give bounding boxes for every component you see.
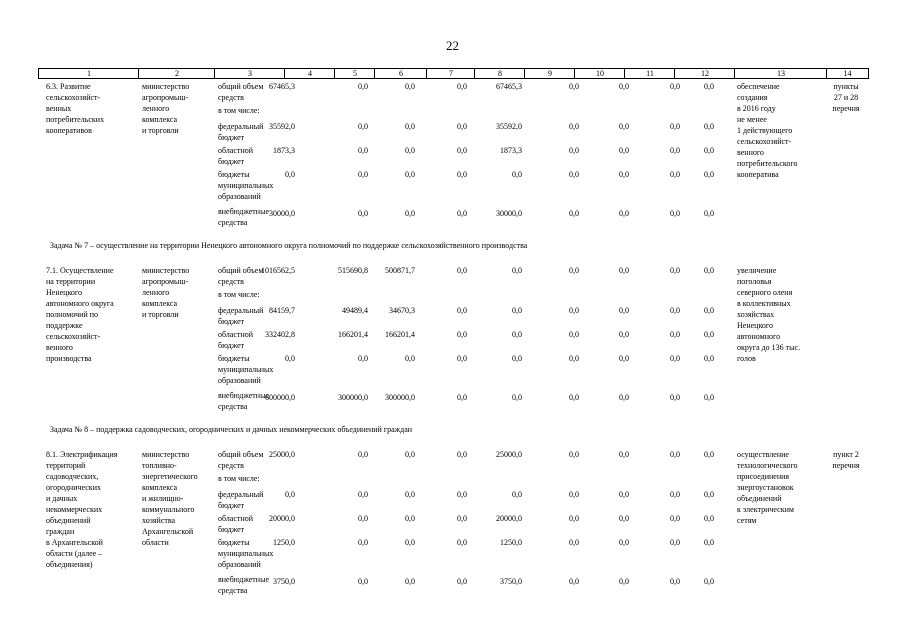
amount-cell: 0,0 — [285, 170, 295, 179]
amount-cell: 0,0 — [619, 450, 629, 459]
measure-name-line: кооперативов — [46, 126, 92, 135]
amount-cell: 0,0 — [704, 450, 714, 459]
expected-result-line: сельскохозяйст- — [737, 137, 792, 146]
amount-cell: 0,0 — [569, 122, 579, 131]
page-number: 22 — [446, 38, 459, 53]
expected-result-line: обеспечение — [737, 82, 780, 91]
amount-cell: 34670,3 — [389, 306, 415, 315]
expected-result-line: поголовья — [737, 277, 772, 286]
executor-line: министерство — [142, 266, 190, 275]
amount-cell: 300000,0 — [338, 393, 368, 402]
amount-cell: 0,0 — [704, 490, 714, 499]
measure-name-line: Ненецкого — [46, 288, 83, 297]
executor-line: области — [142, 538, 169, 547]
expected-result-line: 1 действующего — [737, 126, 793, 135]
funding-source-line: областной — [218, 514, 254, 523]
amount-cell: 1250,0 — [273, 538, 295, 547]
amount-cell: 0,0 — [405, 490, 415, 499]
amount-cell: 0,0 — [670, 122, 680, 131]
expected-result-line: создания — [737, 93, 768, 102]
amount-cell: 0,0 — [704, 354, 714, 363]
executor-line: комплекса — [142, 115, 178, 124]
amount-cell: 0,0 — [405, 514, 415, 523]
executor-line: коммунального — [142, 505, 195, 514]
header-divider — [334, 69, 335, 78]
executor-line: министерство — [142, 82, 190, 91]
measure-name-line: полномочий по — [46, 310, 99, 319]
measure-name — [46, 449, 117, 570]
amount-cell: 0,0 — [405, 354, 415, 363]
measure-name-line: потребительских — [46, 115, 105, 124]
funding-source-line: средства — [218, 218, 248, 227]
amount-cell: 0,0 — [569, 450, 579, 459]
amount-cell: 35592,0 — [269, 122, 295, 131]
measure-name-line: объединений — [46, 516, 91, 525]
amount-cell: 0,0 — [704, 122, 714, 131]
expected-result-line: северного оленя — [737, 288, 793, 297]
amount-cell: 0,0 — [457, 209, 467, 218]
amount-cell: 0,0 — [569, 146, 579, 155]
measure-name-line: в Архангельской — [46, 538, 103, 547]
expected-result-line: осуществление — [737, 450, 789, 459]
executor-line: Архангельской — [142, 527, 194, 536]
amount-cell: 0,0 — [569, 490, 579, 499]
amount-cell: 0,0 — [358, 490, 368, 499]
amount-cell: 0,0 — [457, 146, 467, 155]
funding-source-line: образований — [218, 376, 261, 385]
header-row — [38, 68, 869, 79]
measure-name-line: объединения) — [46, 560, 93, 569]
amount-cell: 0,0 — [457, 490, 467, 499]
funding-source-line: муниципальных — [218, 181, 274, 190]
executor-line: топливно- — [142, 461, 177, 470]
header-col-10: 10 — [596, 69, 604, 78]
funding-source-line: бюджет — [218, 501, 245, 510]
amount-cell: 0,0 — [457, 266, 467, 275]
header-col-12: 12 — [701, 69, 709, 78]
amount-cell: 0,0 — [358, 450, 368, 459]
funding-source — [218, 473, 260, 484]
amount-cell: 0,0 — [457, 514, 467, 523]
amount-cell: 0,0 — [704, 306, 714, 315]
document-table — [38, 68, 868, 628]
executor — [142, 81, 189, 136]
executor-line: агропромыш- — [142, 93, 189, 102]
executor-line: хозяйства — [142, 516, 176, 525]
amount-cell: 0,0 — [619, 266, 629, 275]
amount-cell: 0,0 — [569, 306, 579, 315]
measure-name-line: сельскохозяйст- — [46, 93, 101, 102]
measure-name-line: 7.1. Осуществление — [46, 266, 114, 275]
measure-name-line: автономного округа — [46, 299, 114, 308]
amount-cell: 0,0 — [619, 209, 629, 218]
executor-line: и торговли — [142, 310, 179, 319]
amount-cell: 166201,4 — [385, 330, 415, 339]
funding-source-line: бюджет — [218, 317, 245, 326]
list-items-line: 27 и 28 — [833, 93, 859, 102]
header-divider — [826, 69, 827, 78]
amount-cell: 25000,0 — [496, 450, 522, 459]
expected-result-line: сетям — [737, 516, 757, 525]
funding-source-line: муниципальных — [218, 365, 274, 374]
funding-source-line: в том числе: — [218, 290, 260, 299]
funding-source-line: бюджеты — [218, 538, 250, 547]
amount-cell: 0,0 — [619, 330, 629, 339]
amount-cell: 0,0 — [512, 306, 522, 315]
amount-cell: 0,0 — [704, 514, 714, 523]
funding-source-line: общий объем — [218, 82, 264, 91]
amount-cell: 0,0 — [358, 146, 368, 155]
header-col-14: 14 — [843, 69, 852, 78]
header-divider — [426, 69, 427, 78]
funding-source-line: средства — [218, 586, 248, 595]
amount-cell: 0,0 — [704, 146, 714, 155]
executor — [142, 265, 189, 320]
amount-cell: 0,0 — [405, 209, 415, 218]
measure-name-line: венного — [46, 343, 73, 352]
funding-source-line: муниципальных — [218, 549, 274, 558]
amount-cell: 0,0 — [704, 170, 714, 179]
amount-cell: 0,0 — [405, 577, 415, 586]
amount-cell: 600000,0 — [265, 393, 295, 402]
funding-source-line: бюджет — [218, 525, 245, 534]
amount-cell: 0,0 — [512, 490, 522, 499]
funding-source-line: внебюджетные — [218, 207, 269, 216]
funding-source-line: федеральный — [218, 306, 264, 315]
amount-cell: 0,0 — [358, 82, 368, 91]
amount-cell: 0,0 — [457, 538, 467, 547]
funding-source-line: бюджет — [218, 341, 245, 350]
expected-result-line: Ненецкого — [737, 321, 774, 330]
funding-source-line: образований — [218, 192, 261, 201]
header-col-4: 4 — [308, 69, 312, 78]
header-col-8: 8 — [498, 69, 502, 78]
measure-name — [46, 81, 104, 136]
amount-cell: 0,0 — [457, 82, 467, 91]
funding-source-line: внебюджетные — [218, 575, 269, 584]
expected-result-line: голов — [737, 354, 756, 363]
amount-cell: 0,0 — [457, 122, 467, 131]
header-divider — [138, 69, 139, 78]
measure-name-line: области (далее – — [46, 549, 103, 558]
task-heading: Задача № 7 – осуществление на территории Ненецкого автономного округа полномочий по поддержке сельскохозяйственного производства — [50, 241, 528, 250]
header-divider — [574, 69, 575, 78]
header-divider — [734, 69, 735, 78]
amount-cell: 1016562,5 — [261, 266, 295, 275]
funding-source-line: областной — [218, 330, 254, 339]
expected-result — [737, 449, 798, 526]
measure-name-line: производства — [46, 354, 92, 363]
list-items — [826, 81, 866, 114]
header-divider — [524, 69, 525, 78]
amount-cell: 500871,7 — [385, 266, 415, 275]
measure-name-line: 6.3. Развитие — [46, 82, 91, 91]
executor-line: комплекса — [142, 299, 178, 308]
expected-result-line: энергоустановок — [737, 483, 794, 492]
funding-source-line: бюджеты — [218, 354, 250, 363]
header-col-2: 2 — [175, 69, 179, 78]
amount-cell: 0,0 — [457, 450, 467, 459]
amount-cell: 0,0 — [512, 354, 522, 363]
amount-cell: 49489,4 — [342, 306, 368, 315]
amount-cell: 0,0 — [670, 146, 680, 155]
amount-cell: 0,0 — [358, 209, 368, 218]
amount-cell: 0,0 — [704, 538, 714, 547]
measure-name-line: некоммерческих — [46, 505, 103, 514]
amount-cell: 0,0 — [619, 393, 629, 402]
amount-cell: 0,0 — [569, 209, 579, 218]
amount-cell: 0,0 — [569, 170, 579, 179]
list-items — [826, 449, 866, 471]
funding-source-line: средств — [218, 93, 244, 102]
amount-cell: 0,0 — [670, 170, 680, 179]
amount-cell: 0,0 — [670, 393, 680, 402]
funding-source-line: общий объем — [218, 450, 264, 459]
amount-cell: 0,0 — [285, 490, 295, 499]
amount-cell: 30000,0 — [496, 209, 522, 218]
header-col-11: 11 — [646, 69, 654, 78]
funding-source-line: федеральный — [218, 122, 264, 131]
amount-cell: 0,0 — [405, 146, 415, 155]
amount-cell: 0,0 — [704, 330, 714, 339]
header-divider — [674, 69, 675, 78]
expected-result-line: технологического — [737, 461, 798, 470]
amount-cell: 300000,0 — [385, 393, 415, 402]
funding-source-line: в том числе: — [218, 474, 260, 483]
funding-source-line: бюджеты — [218, 170, 250, 179]
amount-cell: 0,0 — [569, 393, 579, 402]
amount-cell: 0,0 — [457, 170, 467, 179]
amount-cell: 67465,3 — [496, 82, 522, 91]
funding-source-line: средств — [218, 461, 244, 470]
header-divider — [374, 69, 375, 78]
executor-line: ленного — [142, 104, 170, 113]
amount-cell: 0,0 — [512, 266, 522, 275]
amount-cell: 0,0 — [358, 170, 368, 179]
expected-result-line: не менее — [737, 115, 767, 124]
amount-cell: 30000,0 — [269, 209, 295, 218]
amount-cell: 0,0 — [670, 490, 680, 499]
funding-source-line: в том числе: — [218, 106, 260, 115]
executor-line: ленного — [142, 288, 170, 297]
measure-name-line: граждан — [46, 527, 75, 536]
executor-line: и торговли — [142, 126, 179, 135]
amount-cell: 0,0 — [569, 354, 579, 363]
amount-cell: 0,0 — [670, 266, 680, 275]
amount-cell: 0,0 — [704, 266, 714, 275]
amount-cell: 0,0 — [670, 330, 680, 339]
amount-cell: 0,0 — [405, 82, 415, 91]
measure-name-line: 8.1. Электрификация — [46, 450, 118, 459]
amount-cell: 1873,3 — [273, 146, 295, 155]
header-divider — [284, 69, 285, 78]
list-items-line: перечня — [832, 104, 860, 113]
amount-cell: 0,0 — [619, 354, 629, 363]
amount-cell: 20000,0 — [496, 514, 522, 523]
expected-result-line: потребительского — [737, 159, 798, 168]
measure-name-line: садоводческих, — [46, 472, 99, 481]
task-heading: Задача № 8 – поддержка садоводческих, огороднических и дачных некоммерческих объединений граждан — [50, 425, 413, 434]
amount-cell: 25000,0 — [269, 450, 295, 459]
executor-line: министерство — [142, 450, 190, 459]
amount-cell: 1873,3 — [500, 146, 522, 155]
amount-cell: 84159,7 — [269, 306, 295, 315]
amount-cell: 0,0 — [569, 330, 579, 339]
amount-cell: 0,0 — [704, 209, 714, 218]
amount-cell: 0,0 — [512, 393, 522, 402]
executor-line: комплекса — [142, 483, 178, 492]
measure-name-line: огороднических — [46, 483, 101, 492]
amount-cell: 20000,0 — [269, 514, 295, 523]
measure-name — [46, 265, 114, 364]
expected-result-line: объединений — [737, 494, 782, 503]
amount-cell: 0,0 — [704, 82, 714, 91]
funding-source-line: общий объем — [218, 266, 264, 275]
header-col-5: 5 — [353, 69, 357, 78]
expected-result-line: в коллективных — [737, 299, 791, 308]
amount-cell: 0,0 — [457, 393, 467, 402]
measure-name-line: сельскохозяйст- — [46, 332, 101, 341]
measure-name-line: на территории — [46, 277, 96, 286]
amount-cell: 67465,3 — [269, 82, 295, 91]
amount-cell: 35592,0 — [496, 122, 522, 131]
executor-line: и жилищно- — [142, 494, 184, 503]
expected-result-line: присоединения — [737, 472, 790, 481]
executor — [142, 449, 198, 548]
amount-cell: 0,0 — [405, 450, 415, 459]
executor-line: агропромыш- — [142, 277, 189, 286]
amount-cell: 0,0 — [457, 330, 467, 339]
amount-cell: 0,0 — [405, 122, 415, 131]
header-col-9: 9 — [548, 69, 552, 78]
amount-cell: 0,0 — [704, 577, 714, 586]
amount-cell: 0,0 — [619, 82, 629, 91]
amount-cell: 0,0 — [619, 122, 629, 131]
amount-cell: 0,0 — [670, 354, 680, 363]
funding-source-line: бюджет — [218, 157, 245, 166]
expected-result-line: хозяйствах — [737, 310, 775, 319]
expected-result — [737, 265, 800, 364]
amount-cell: 0,0 — [512, 170, 522, 179]
header-col-1: 1 — [87, 69, 91, 78]
measure-name-line: поддержке — [46, 321, 83, 330]
header-divider — [214, 69, 215, 78]
amount-cell: 0,0 — [457, 306, 467, 315]
expected-result-line: венного — [737, 148, 764, 157]
header-col-3: 3 — [248, 69, 252, 78]
amount-cell: 0,0 — [358, 514, 368, 523]
list-items-line: пункт 2 — [833, 450, 859, 459]
amount-cell: 0,0 — [670, 577, 680, 586]
measure-name-line: и дачных — [46, 494, 78, 503]
list-items-line: пункты — [833, 82, 859, 91]
amount-cell: 0,0 — [619, 538, 629, 547]
amount-cell: 0,0 — [619, 490, 629, 499]
header-col-6: 6 — [399, 69, 403, 78]
amount-cell: 0,0 — [457, 354, 467, 363]
amount-cell: 0,0 — [670, 538, 680, 547]
amount-cell: 0,0 — [405, 170, 415, 179]
header-divider — [624, 69, 625, 78]
amount-cell: 3750,0 — [500, 577, 522, 586]
amount-cell: 1250,0 — [500, 538, 522, 547]
amount-cell: 0,0 — [670, 514, 680, 523]
amount-cell: 332402,8 — [265, 330, 295, 339]
funding-source-line: областной — [218, 146, 254, 155]
amount-cell: 0,0 — [358, 577, 368, 586]
expected-result-line: округа до 136 тыс. — [737, 343, 801, 352]
header-col-7: 7 — [449, 69, 453, 78]
list-items-line: перечня — [832, 461, 860, 470]
amount-cell: 0,0 — [670, 450, 680, 459]
amount-cell: 0,0 — [569, 514, 579, 523]
amount-cell: 0,0 — [619, 306, 629, 315]
amount-cell: 0,0 — [619, 146, 629, 155]
expected-result-line: увеличение — [737, 266, 777, 275]
amount-cell: 0,0 — [285, 354, 295, 363]
amount-cell: 0,0 — [670, 306, 680, 315]
executor-line: энергетического — [142, 472, 198, 481]
header-divider — [474, 69, 475, 78]
amount-cell: 3750,0 — [273, 577, 295, 586]
amount-cell: 0,0 — [569, 577, 579, 586]
expected-result — [737, 81, 797, 180]
amount-cell: 0,0 — [670, 209, 680, 218]
funding-source — [218, 105, 260, 116]
amount-cell: 0,0 — [619, 514, 629, 523]
expected-result-line: кооператива — [737, 170, 779, 179]
amount-cell: 0,0 — [569, 82, 579, 91]
amount-cell: 0,0 — [405, 538, 415, 547]
expected-result-line: к электрическим — [737, 505, 794, 514]
funding-source — [218, 289, 260, 300]
measure-name-line: территорий — [46, 461, 86, 470]
amount-cell: 0,0 — [512, 330, 522, 339]
measure-name-line: венных — [46, 104, 72, 113]
amount-cell: 0,0 — [358, 354, 368, 363]
amount-cell: 515690,8 — [338, 266, 368, 275]
funding-source-line: образований — [218, 560, 261, 569]
amount-cell: 0,0 — [358, 538, 368, 547]
amount-cell: 0,0 — [619, 170, 629, 179]
amount-cell: 0,0 — [358, 122, 368, 131]
expected-result-line: в 2016 году — [737, 104, 776, 113]
amount-cell: 0,0 — [457, 577, 467, 586]
amount-cell: 0,0 — [619, 577, 629, 586]
amount-cell: 166201,4 — [338, 330, 368, 339]
funding-source-line: внебюджетные — [218, 391, 269, 400]
funding-source-line: средств — [218, 277, 244, 286]
funding-source-line: бюджет — [218, 133, 245, 142]
amount-cell: 0,0 — [704, 393, 714, 402]
header-col-13: 13 — [777, 69, 785, 78]
funding-source-line: средства — [218, 402, 248, 411]
amount-cell: 0,0 — [670, 82, 680, 91]
funding-source-line: федеральный — [218, 490, 264, 499]
amount-cell: 0,0 — [569, 266, 579, 275]
expected-result-line: автономного — [737, 332, 781, 341]
amount-cell: 0,0 — [569, 538, 579, 547]
